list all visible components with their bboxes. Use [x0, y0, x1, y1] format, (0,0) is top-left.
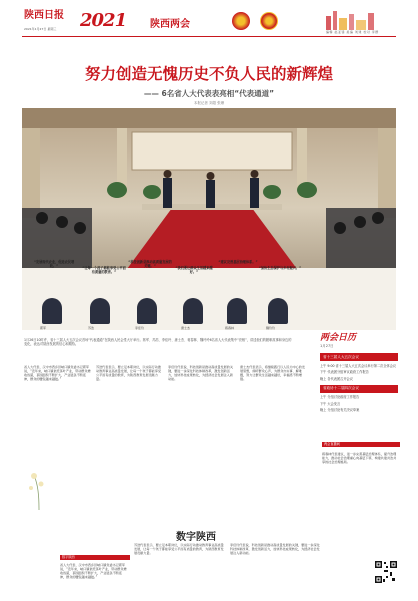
calendar-sidebar	[320, 330, 398, 412]
quote-bubble-3: “科技创新是推动高质量发展的关键。”	[128, 260, 172, 268]
calendar-item: 晚上 各代表团召开会议	[320, 376, 353, 381]
quote-bubble-1: “发展现代农业，促进农民增收。”	[33, 260, 75, 268]
delegate-name-5: 蒋春林	[225, 326, 235, 330]
skyline-icon	[322, 8, 382, 30]
hot-topic-text: 蒋春林代表建议，进一步完善基层治理体系，提升治理能力，推动社会治理重心向基层下移，构建共建共治共享的社会治理格局。	[322, 452, 397, 465]
calendar-bar-cppcc: 省政协十二届四次会议	[320, 385, 398, 393]
quote-bubble-2: “让每一个孩子都能享受公平而有质量的教育。”	[82, 266, 126, 274]
delegate-portrait-1	[42, 298, 62, 324]
digital-text-2: 苏浩代表表示，要立足本职岗位，以实际行动推动教育事业高质量发展，让每一个孩子都能享受公平而有质量的教育，为陕西教育发展贡献力量。	[134, 543, 224, 556]
delegate-name-6: 魏玲玲	[266, 326, 276, 330]
digital-shaanxi-bar: 数字陕西	[60, 555, 130, 560]
masthead-divider	[22, 36, 396, 37]
quote-bubble-4: “我们要让群众生活越来越好。”	[175, 266, 213, 274]
delegate-name-2: 苏浩	[88, 326, 95, 330]
delegate-portrait-2	[90, 298, 110, 324]
digital-text-1: 省人大代表、汉中市西乡县峡口镇党委书记郭军说，“近年来，峡口镇依托茶叶产业，带动群众增收致富，茶园面积不断扩大，产业链条不断延伸，群众的腰包越来越鼓。”	[60, 563, 127, 580]
masthead-meta: 编辑 赵亚锋 美编 刘建 校对 李群	[326, 30, 379, 34]
body-column-2: 苏浩代表表示，要立足本职岗位，以实际行动推动教育事业高质量发展，让每一个孩子都能享受公平而有质量的教育，为陕西教育发展贡献力量。	[96, 365, 161, 382]
calendar-bar-npc: 省十三届人大五次会议	[320, 353, 398, 361]
flower-decoration-icon	[24, 470, 54, 510]
cppcc-emblem-icon	[260, 12, 278, 30]
article-subhead: —— 6名省人大代表表亮相“代表通道”	[143, 89, 275, 98]
calendar-date: 1月27日	[320, 344, 334, 348]
calendar-item: 下午 代表团分组审议政府工作报告	[320, 370, 369, 374]
delegate-portrait-5	[227, 298, 247, 324]
calendar-item: 下午 大会发言	[320, 401, 341, 406]
digital-text-3: 李佳玲代表说，科技创新是推动高质量发展的关键，要进一步深化科技体制改革，激发创新活力，加快科技成果转化，为经济社会发展注入新动能。	[230, 543, 320, 556]
year-logo	[80, 10, 126, 31]
delegate-portrait-4	[183, 298, 203, 324]
national-emblem-icon	[232, 12, 250, 30]
hot-topic-bar: 两会直播间	[322, 442, 400, 447]
body-column-3: 李佳玲代表说，科技创新是推动高质量发展的关键，要进一步深化科技体制改革，激发创新活力，加快科技成果转化，为经济社会发展注入新动能。	[168, 365, 233, 382]
delegate-name-3: 李佳玲	[135, 326, 145, 330]
quote-bubble-6: “加快生态保护与乡村振兴。”	[258, 266, 302, 270]
calendar-item: 晚上 分组讨论有关决议草案	[320, 408, 360, 412]
section-title: 陕西两会	[150, 19, 190, 30]
article-byline: 本报记者 刘超 张珊	[193, 101, 225, 105]
digital-shaanxi-title: 数字陕西	[176, 532, 216, 543]
body-column-1: 省人大代表、汉中市西乡县峡口镇党委书记郭军说，“近年来，峡口镇依托茶叶产业，带动群众增收致富，茶园面积不断扩大，产业链条不断延伸，群众的腰包越来越鼓。”	[24, 365, 91, 382]
article-headline: 努力创造无愧历史不负人民的新辉煌	[84, 65, 333, 83]
masthead-logo: 陕西日报	[24, 10, 64, 21]
year-text: 2021	[80, 10, 127, 31]
qr-code-icon[interactable]	[374, 560, 398, 584]
delegate-portrait-3	[137, 298, 157, 324]
photo-caption: 1月26日10时许，省十三届人大五次会议首场“代表通道”在陕西人民会堂大厅举行。郭军、苏浩、李佳玲、唐士杰、蒋春林、魏玲玲6名省人大代表集中“亮相”，讲述他们的履职故事和身边的变化，表达对陕西发展的信心和期待。	[24, 338, 292, 347]
calendar-title: 两会日历	[320, 333, 357, 343]
delegate-name-1: 郭军	[40, 326, 47, 330]
main-photo	[22, 108, 396, 330]
delegate-name-4: 唐士杰	[181, 326, 191, 330]
body-column-4: 唐士杰代表表示，将继续践行以人民为中心的发展思想，倾听群众心声，为群众办实事、解难题，努力让群众生活越来越好，幸福感不断增强。	[240, 365, 305, 382]
delegate-portrait-6	[268, 298, 288, 324]
calendar-item: 上午 9:00 省十三届人大五次会议举行第二次全体会议	[320, 363, 397, 368]
calendar-item: 上午 分组讨论政府工作报告	[320, 395, 360, 399]
masthead-date: 2021年1月27日 星期三	[24, 27, 57, 31]
quote-bubble-5: “建议完善基层治理体系。”	[218, 260, 258, 264]
